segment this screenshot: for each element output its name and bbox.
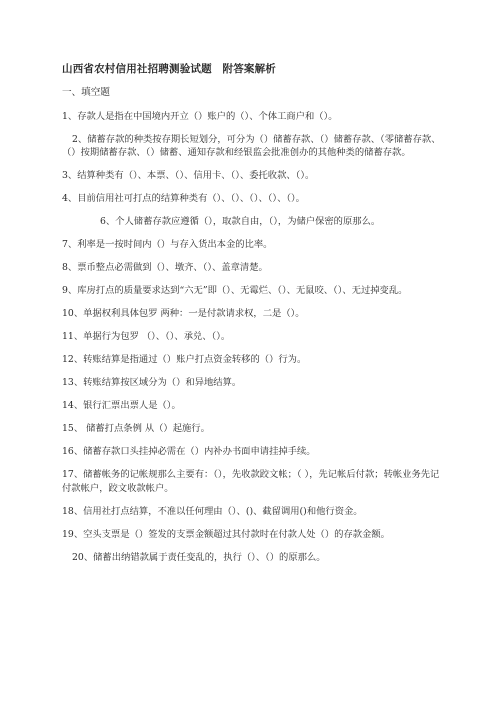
question-7: 7、利率是一按时间内（）与存入货出本金的比率。 xyxy=(62,239,273,251)
question-18: 18、信用社打点结算，不准以任何理由（）、()、截留调用()和他行资金。 xyxy=(62,505,363,517)
document-title: 山西省农村信用社招聘测验试题 附答案解析 xyxy=(62,63,276,75)
section-heading: 一、填空题 xyxy=(62,87,110,98)
question-4: 4、目前信用社可打点的结算种类有（）、（）、（）、（）、（）。 xyxy=(62,193,305,205)
question-14: 14、银行汇票出票人是（）。 xyxy=(62,400,181,412)
question-20: 20、储蓄出纳错款属于责任变乱的，执行（）、（）的原那么。 xyxy=(72,551,326,563)
question-17: 17、储蓄帐务的记帐规那么主要有：（），先收款跤文帐；（ ），先记帐后付款；转帐业务先记付款帐户，跤文收款帐户。 xyxy=(62,469,440,494)
question-8: 8、票币整点必需做到（）、墩齐、（）、盖章清楚。 xyxy=(62,262,268,274)
question-16: 16、储蓄存款口头挂掉必需在（）内补办书面申请挂掉手续。 xyxy=(62,446,316,458)
question-10: 10、单据权利具体包罗 两种：一是付款请求权，二是（）。 xyxy=(62,308,305,320)
question-12: 12、转账结算是指通过（）账户打点资金转移的（）行为。 xyxy=(62,354,307,366)
question-2: 2、储蓄存款的种类按存期长短划分，可分为（）储蓄存款、（）储蓄存款、（零储蓄存款、（）按期储蓄存款、（）储蓄、通知存款和经银监会批准创办的其他种类的储蓄存款。 xyxy=(62,134,441,159)
question-19: 19、空头支票是（）签发的支票金额超过其付款时在付款人处（）的存款金额。 xyxy=(62,528,390,540)
question-13: 13、转账结算按区域分为（）和异地结算。 xyxy=(62,377,242,389)
question-6: 6、个人储蓄存款应遵循（），取款自由，（），为储户保密的原那么。 xyxy=(100,216,381,228)
question-1: 1、存款人是指在中国境内开立（）账户的（）、个体工商户和（）。 xyxy=(62,111,338,122)
question-9: 9、库房打点的质量要求达到“六无”即（）、无霉烂、（）、无鼠咬、（）、无过掉变乱。 xyxy=(62,285,408,297)
question-3: 3、结算种类有（）、本票、（）、信用卡、（）、委托收款、（）。 xyxy=(62,170,315,182)
question-15: 15、 储蓄打点条例 从（）起施行。 xyxy=(62,423,210,435)
question-11: 11、单据行为包罗 （）、（）、承兑、（）。 xyxy=(62,331,231,343)
